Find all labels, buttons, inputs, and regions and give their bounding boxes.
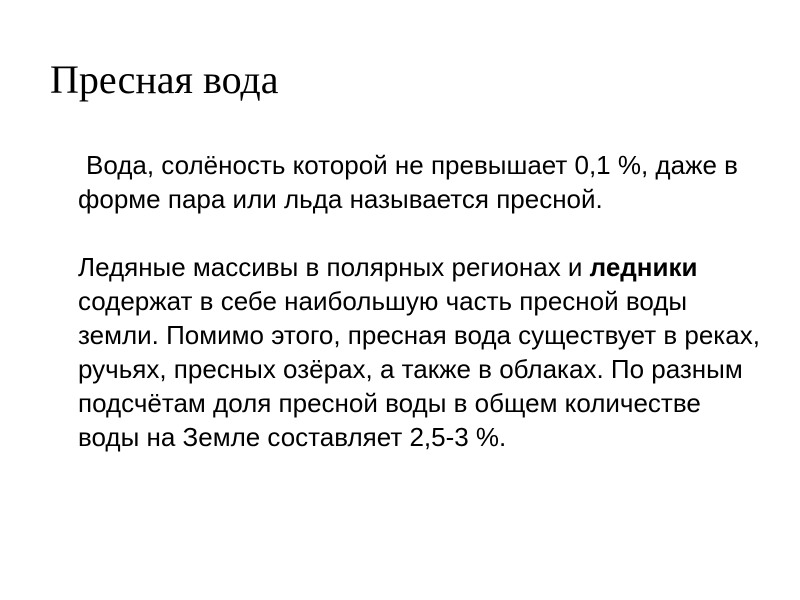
slide-body [78, 148, 768, 454]
paragraph-distribution [78, 250, 768, 454]
slide-title: Пресная вода [50, 57, 279, 102]
paragraph-distribution-text-end: содержат в себе наибольшую часть пресной воды земли. Помимо этого, пресная вода существует в реках, ручьях, пресных озёрах, а также в облаках. По разным подсчётам доля пресной воды в общем количестве воды на Земле составляет 2,5-3 %. [78, 286, 760, 452]
keyword-glaciers: ледники [589, 252, 698, 282]
paragraph-definition-text: Вода, солёность которой не превышает 0,1 %, даже в форме пара или льда называется пресной. [78, 150, 738, 214]
paragraph-distribution-text-start: Ледяные массивы в полярных регионах и [78, 252, 590, 282]
paragraph-definition [78, 148, 768, 216]
